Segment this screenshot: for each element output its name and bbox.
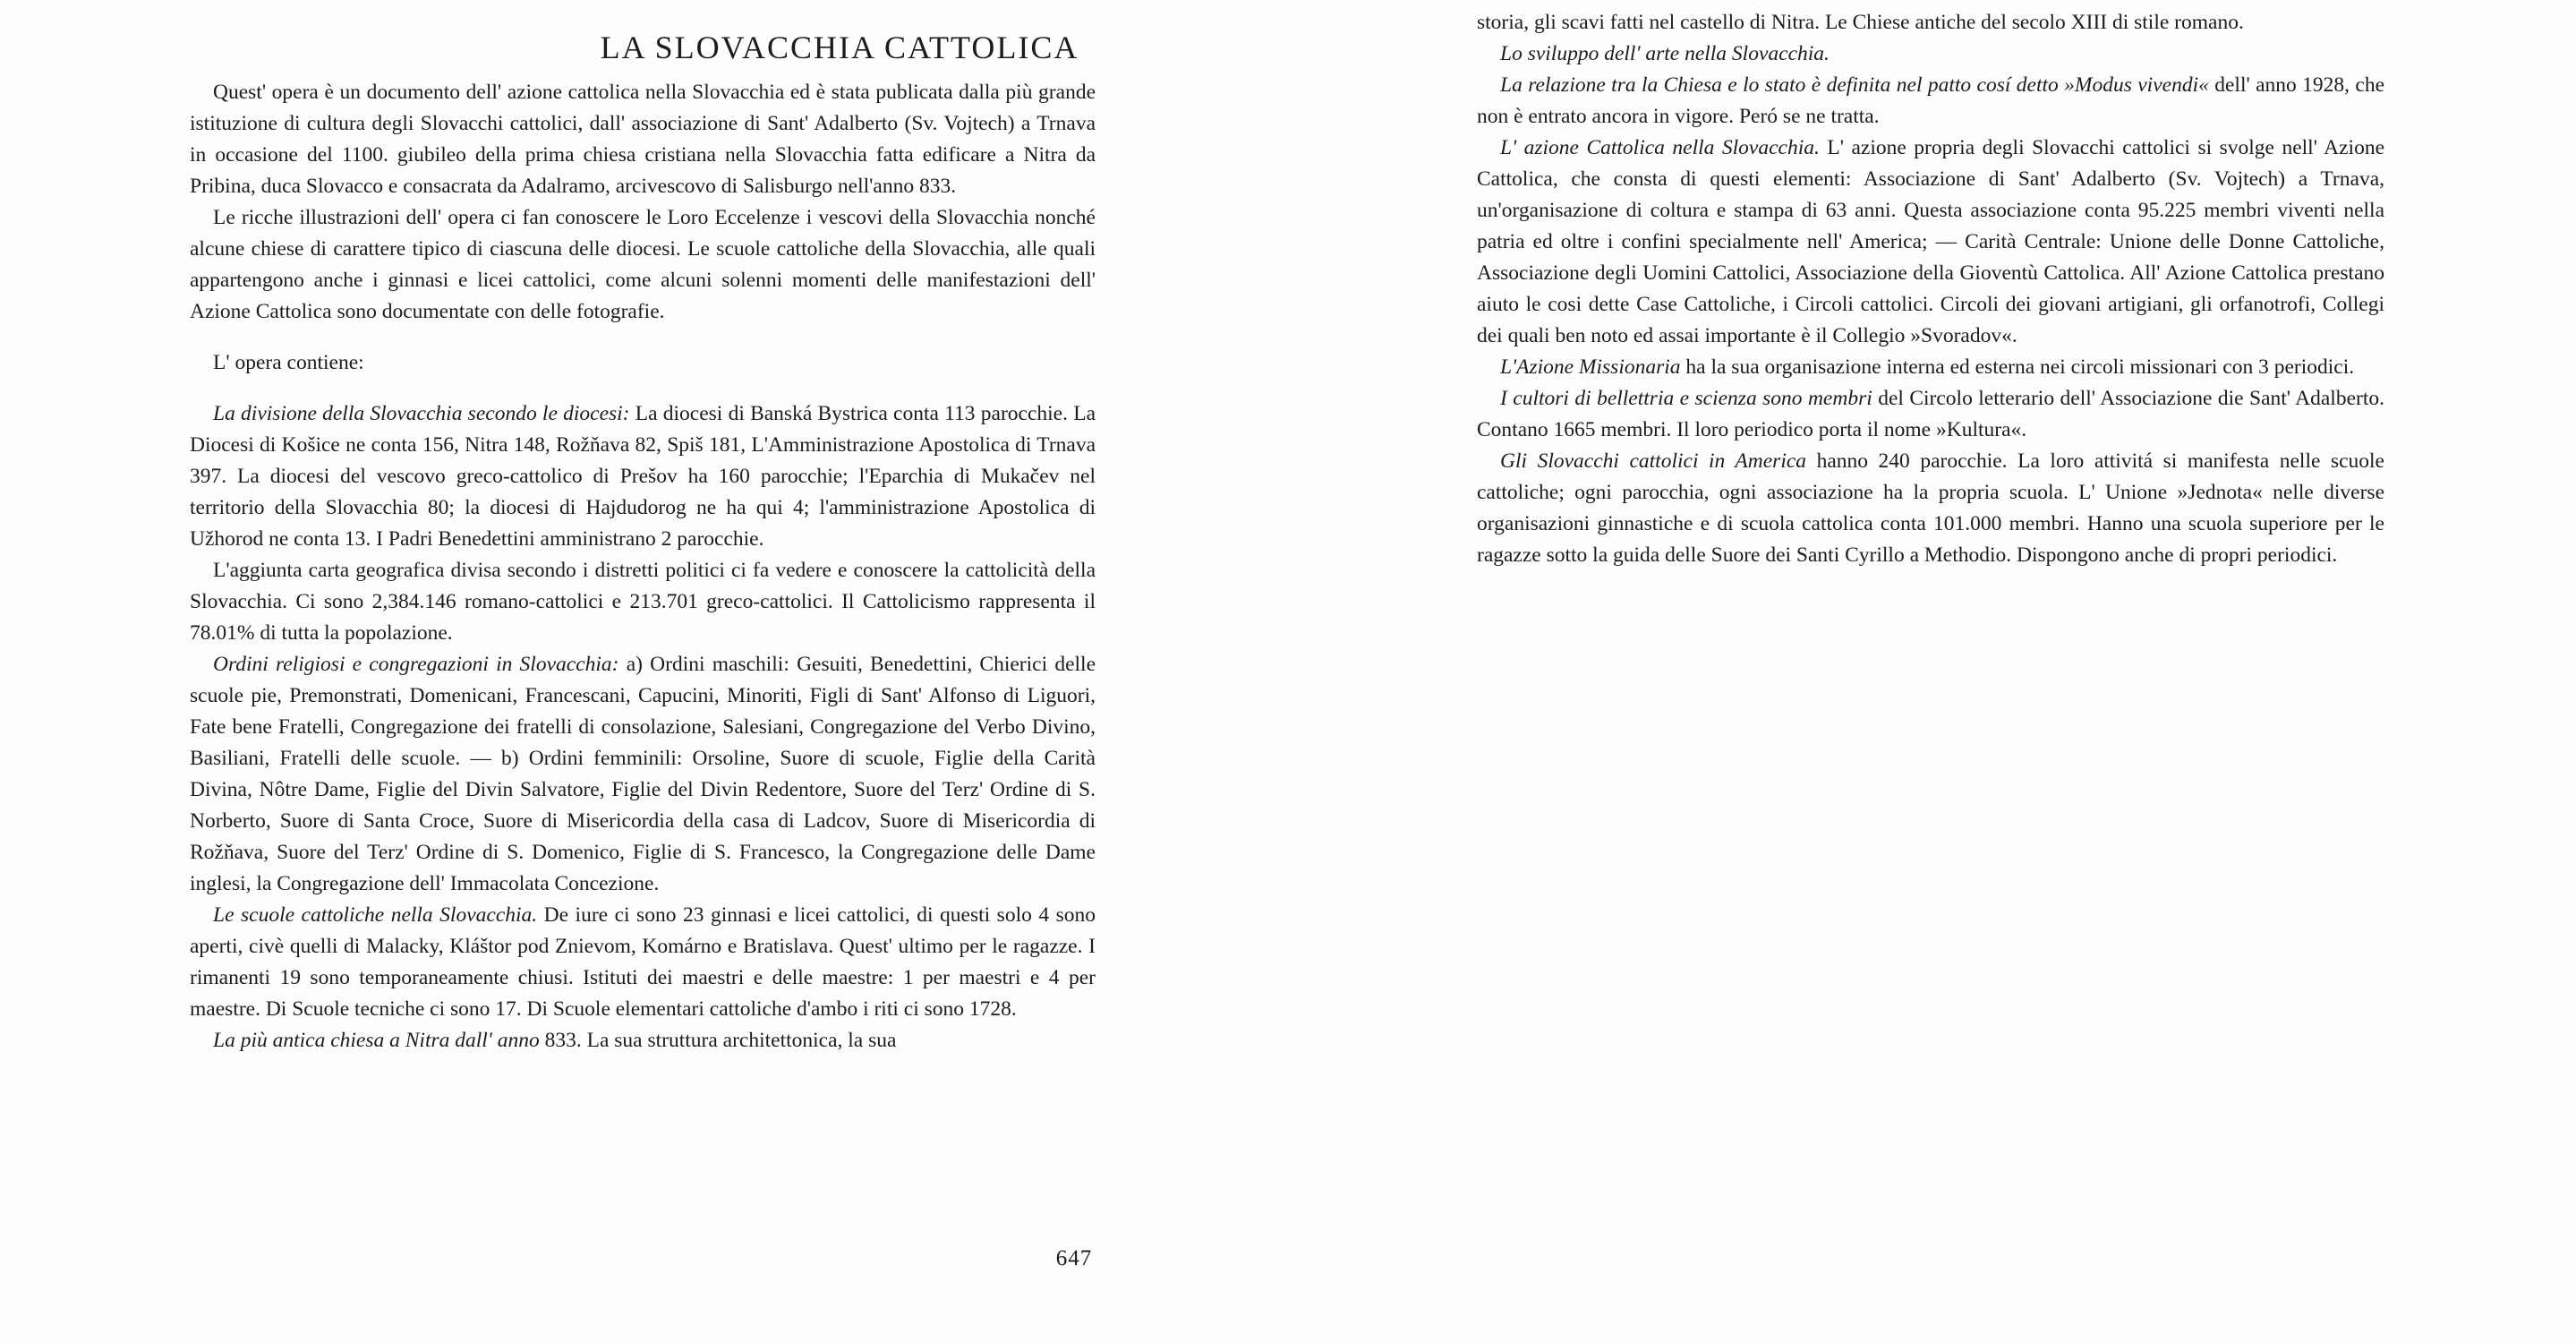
paragraph-text: storia, gli scavi fatti nel castello di Nitra. Le Chiese antiche del secolo XIII di stile romano. <box>1477 11 2244 34</box>
paragraph-text: dell' anno 1928, che non è entrato ancora in vigore. Peró se ne tratta. <box>1477 73 2385 128</box>
paragraph-lead: La più antica chiesa a Nitra dall' anno <box>213 1029 540 1052</box>
paragraph <box>190 900 1096 1025</box>
paragraph <box>1477 446 2384 571</box>
paragraph-text: hanno 240 parocchie. La loro attivitá si manifesta nelle scuole cattoliche; ogni parocchia, ogni associazione ha la propria scuola. L' Unione »Jednota« nelle diverse organisazioni ginnastiche e di scuola cattolica conta 101.000 membri. Hanno una scuola superiore per le ragazze sotto la guida delle Suore dei Santi Cyrillo a Methodio. Dispongono anche di propri periodici. <box>1477 449 2384 567</box>
right-column <box>1477 7 2384 571</box>
paragraph-lead: Gli Slovacchi cattolici in America <box>1500 449 1807 473</box>
paragraph-text: del Circolo letterario dell' Associazione die Sant' Adalberto. Contano 1665 membri. Il loro periodico porta il nome »Kultura«. <box>1477 387 2384 441</box>
paragraph <box>1477 383 2384 446</box>
paragraph-lead: La divisione della Slovacchia secondo le diocesi: <box>213 402 630 425</box>
paragraph-text: a) Ordini maschili: Gesuiti, Benedettini, Chierici delle scuole pie, Premonstrati, Domenicani, Francescani, Capucini, Minoriti, Figli di Sant' Alfonso di Liguori, Fate bene Fratelli, Congregazione dei fratelli di consolazione, Salesiani, Congregazione del Verbo Divino, Basiliani, Fratelli delle scuole. — b) Ordini femminili: Orsoline, Suore di scuole, Figlie della Carità Divina, Nôtre Dame, Figlie del Divin Salvatore, Figlie del Divin Redentore, Suore del Terz' Ordine di S. Norberto, Suore di Santa Croce, Suore di Misericordia della casa di Ladcov, Suore di Misericordia di Rožňava, Suore del Terz' Ordine di S. Domenico, Figlie di S. Francesco, la Congregazione delle Dame inglesi, la Congregazione dell' Immacolata Concezione. <box>190 653 1096 895</box>
page-title: LA SLOVACCHIA CATTOLICA <box>600 30 1079 66</box>
left-column <box>190 77 1096 1056</box>
paragraph-lead: Lo sviluppo dell' arte nella Slovacchia. <box>1500 42 1830 65</box>
paragraph-text: De iure ci sono 23 ginnasi e licei cattolici, di questi solo 4 sono aperti, civè quelli di Malacky, Kláštor pod Znievom, Komárno e Bratislava. Quest' ultimo per le ragazze. I rimanenti 19 sono temporaneamente chiusi. Istituti dei maestri e delle maestre: 1 per maestri e 4 per maestre. Di Scuole tecniche ci sono 17. Di Scuole elementari cattoliche d'ambo i riti ci sono 1728. <box>190 903 1096 1021</box>
paragraph-lead: Le scuole cattoliche nella Slovacchia. <box>213 903 538 927</box>
paragraph <box>1477 7 2384 38</box>
paragraph <box>1477 352 2384 383</box>
paragraph <box>190 555 1096 649</box>
paragraph-lead: L' azione Cattolica nella Slovacchia. <box>1500 136 1820 159</box>
paragraph-lead: L'Azione Missionaria <box>1500 355 1681 379</box>
paragraph-text: ha la sua organisazione interna ed esterna nei circoli missionari con 3 periodici. <box>1685 355 2355 379</box>
page-number: 647 <box>1055 1246 1093 1270</box>
paragraph-text: L' opera contiene: <box>213 351 364 374</box>
paragraph <box>1477 133 2384 352</box>
paragraph <box>190 398 1096 555</box>
paragraph-lead: I cultori di bellettria e scienza sono membri <box>1500 387 1872 410</box>
paragraph <box>190 77 1096 202</box>
paragraph <box>190 649 1096 900</box>
paragraph <box>1477 38 2384 70</box>
paragraph <box>1477 70 2384 133</box>
paragraph-opera-contiene <box>190 347 1096 379</box>
paragraph-text: L' azione propria degli Slovacchi cattolici si svolge nell' Azione Cattolica, che consta di questi elementi: Associazione di Sant' Adalberto (Sv. Vojtech) a Trnava, un'organisazione di coltura e stampa di 63 anni. Questa associazione conta 95.225 membri viventi nella patria ed oltre i confini specialmente nell' America; — Carità Centrale: Unione delle Donne Cattoliche, Associazione degli Uomini Cattolici, Associazione della Gioventù Cattolica. All' Azione Cattolica prestano aiuto le cosi dette Case Cattoliche, i Circoli cattolici. Circoli dei giovani artigiani, gli orfanotrofi, Collegi dei quali ben noto ed assai importante è il Collegio »Svoradov«. <box>1477 136 2385 347</box>
paragraph-lead: La relazione tra la Chiesa e lo stato è definita nel patto cosí detto »Modus vivendi« <box>1500 73 2209 97</box>
paragraph-text: Le ricche illustrazioni dell' opera ci fan conoscere le Loro Eccelenze i vescovi della Slovacchia nonché alcune chiese di carattere tipico di ciascuna delle diocesi. Le scuole cattoliche della Slovacchia, alle quali appartengono anche i ginnasi e licei cattolici, come alcuni solenni momenti delle manifestazioni dell' Azione Cattolica sono documentate con delle fotografie. <box>190 206 1096 323</box>
paragraph <box>190 202 1096 328</box>
paragraph <box>190 1025 1096 1056</box>
paragraph-text: 833. La sua struttura architettonica, la sua <box>544 1029 897 1052</box>
paragraph-text: Quest' opera è un documento dell' azione cattolica nella Slovacchia ed è stata publicata dalla più grande istituzione di cultura degli Slovacchi cattolici, dall' associazione di Sant' Adalberto (Sv. Vojtech) a Trnava in occasione del 1100. giubileo della prima chiesa cristiana nella Slovacchia fatta edificare a Nitra da Pribina, duca Slovacco e consacrata da Adalramo, arcivescovo di Salisburgo nell'anno 833. <box>190 81 1096 198</box>
paragraph-text: La diocesi di Banská Bystrica conta 113 parocchie. La Diocesi di Košice ne conta 156, Nitra 148, Rožňava 82, Spiš 181, L'Amministrazione Apostolica di Trnava 397. La diocesi del vescovo greco-cattolico di Prešov ha 160 parocchie; l'Eparchia di Mukačev nel territorio della Slovacchia 80; la diocesi di Hajdudorog ne ha qui 4; l'amministrazione Apostolica di Užhorod ne conta 13. I Padri Benedettini amministrano 2 parocchie. <box>190 402 1096 551</box>
paragraph-lead: Ordini religiosi e congregazioni in Slovacchia: <box>213 653 619 676</box>
paragraph-text: L'aggiunta carta geografica divisa secondo i distretti politici ci fa vedere e conoscere la cattolicità della Slovacchia. Ci sono 2,384.146 romano-cattolici e 213.701 greco-cattolici. Il Cattolicismo rappresenta il 78.01% di tutta la popolazione. <box>190 559 1096 645</box>
